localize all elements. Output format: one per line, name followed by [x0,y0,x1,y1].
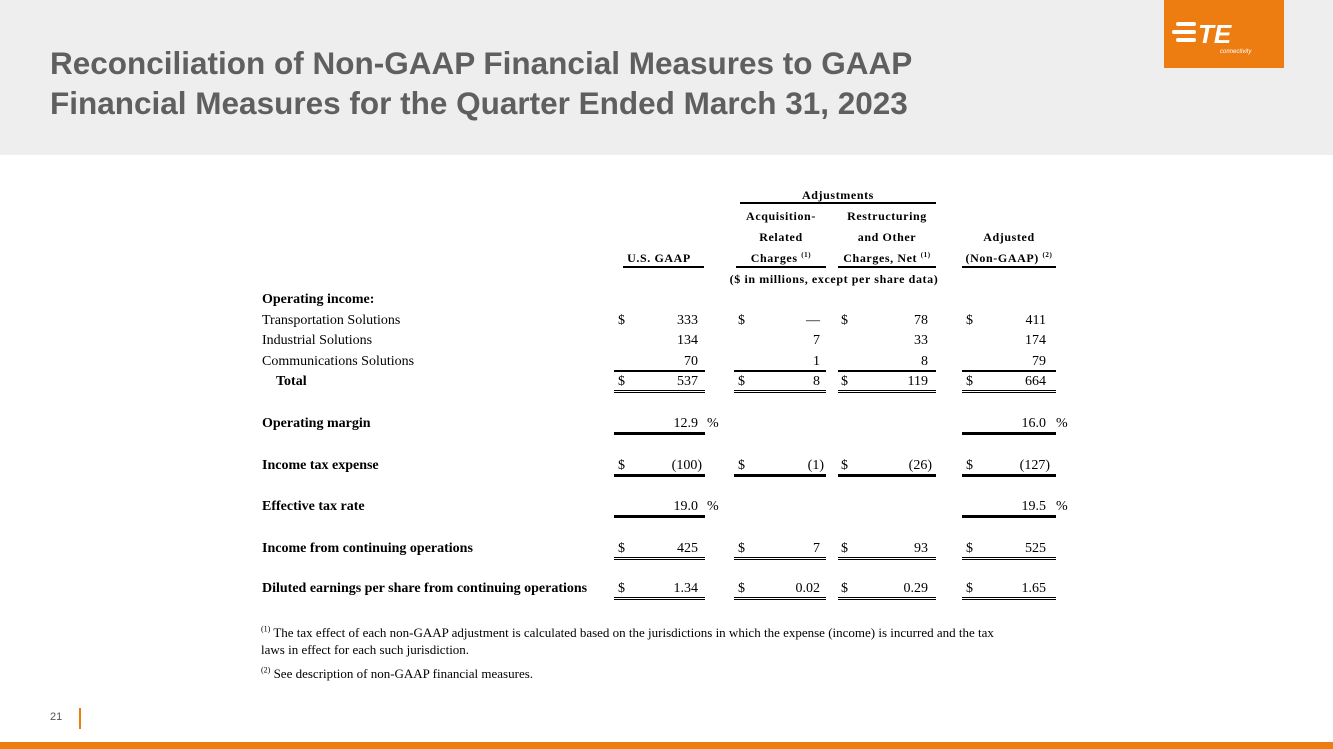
header-acq-line1: Acquisition- [746,209,816,223]
row-eff-tax-adj: 19.5 [1021,499,1046,514]
dollar-sign: $ [966,541,973,556]
subtotal-rule [734,370,826,372]
row-industrial-acq: 7 [813,333,820,348]
percent-sign: % [1056,416,1068,431]
row-cont-ops-acq: 7 [813,541,820,556]
dollar-sign: $ [618,313,625,328]
row-tax-expense-adj: (127) [1019,458,1050,473]
row-tax-expense-res: (26) [908,458,932,473]
dollar-sign: $ [618,374,625,389]
cont-ops-double-rule [838,557,936,560]
row-op-margin-label: Operating margin [262,416,371,431]
header-acq-rule [736,266,826,268]
total-double-rule [962,390,1056,393]
subtotal-rule [838,370,936,372]
row-total-res: 119 [907,374,928,389]
subtotal-rule [614,370,705,372]
dollar-sign: $ [841,458,848,473]
dollar-sign: $ [618,541,625,556]
svg-text:TE: TE [1198,19,1232,49]
eff-tax-rule [614,515,705,518]
row-eps-acq: 0.02 [795,581,820,596]
header-res-line2: and Other [857,230,917,244]
footnote-2 [261,665,533,682]
row-eps-adj: 1.65 [1021,581,1046,596]
header-acq-text: Charges [750,251,798,265]
row-total-label: Total [276,374,307,389]
row-industrial-label: Industrial Solutions [262,333,373,348]
header-res-sup: (1) [920,251,931,259]
percent-sign: % [707,499,719,514]
dollar-sign: $ [966,458,973,473]
header-adj-text: (Non-GAAP) [965,251,1039,265]
row-cont-ops-label: Income from continuing operations [262,541,473,556]
dollar-sign: $ [841,313,848,328]
header-acq-line3 [734,250,828,266]
row-cont-ops-gaap: 425 [677,541,698,556]
header-adj-rule [962,266,1056,268]
row-transportation-gaap: 333 [677,313,698,328]
footnote-2-text: See description of non-GAAP financial measures. [273,666,534,681]
row-transportation-label: Transportation Solutions [262,313,401,328]
row-eff-tax-gaap: 19.0 [673,499,698,514]
row-eff-tax-label: Effective tax rate [262,499,365,514]
row-total-adj: 664 [1025,374,1046,389]
footer-accent-bar [0,742,1333,749]
dollar-sign: $ [618,581,625,596]
total-double-rule [734,390,826,393]
footnote-1-text: The tax effect of each non-GAAP adjustment is calculated based on the jurisdictions in which the expense (income) is incurred and the tax [273,625,994,640]
svg-text:connectivity: connectivity [1220,49,1252,55]
header-adjustments: Adjustments [802,188,874,202]
dollar-sign: $ [841,541,848,556]
footnote-1-text-cont: laws in effect for each such jurisdiction. [261,642,470,657]
row-transportation-res: 78 [914,313,928,328]
footnote-1 [261,624,1061,658]
row-industrial-res: 33 [914,333,928,348]
header-adj-line2 [960,250,1058,266]
dollar-sign: $ [966,374,973,389]
eps-double-rule [614,597,705,600]
row-communications-res: 8 [921,354,928,369]
row-eps-label: Diluted earnings per share from continuing operations [262,581,588,596]
dollar-sign: $ [738,374,745,389]
row-cont-ops-adj: 525 [1025,541,1046,556]
header-units: ($ in millions, except per share data) [729,272,939,286]
dollar-sign: $ [738,541,745,556]
row-communications-gaap: 70 [684,354,698,369]
header-acq-line2: Related [759,230,803,244]
row-industrial-gaap: 134 [677,333,698,348]
row-total-acq: 8 [813,374,820,389]
row-tax-expense-gaap: (100) [671,458,702,473]
title-line-2: Financial Measures for the Quarter Ended March 31, 2023 [50,85,908,121]
row-op-margin-gaap: 12.9 [673,416,698,431]
tax-expense-rule [614,474,705,477]
row-op-margin-adj: 16.0 [1021,416,1046,431]
subtotal-rule [962,370,1056,372]
footnote-2-marker: (2) [261,665,271,675]
percent-sign: % [707,416,719,431]
cont-ops-double-rule [614,557,705,560]
header-res-rule [838,266,936,268]
row-total-gaap: 537 [677,374,698,389]
footnote-1-marker: (1) [261,624,271,634]
tax-expense-rule [962,474,1056,477]
header-res-line3 [838,250,936,266]
row-industrial-adj: 174 [1025,333,1046,348]
dollar-sign: $ [618,458,625,473]
eps-double-rule [734,597,826,600]
cont-ops-double-rule [962,557,1056,560]
op-margin-rule [614,432,705,435]
row-eps-gaap: 1.34 [673,581,698,596]
header-adj-line1: Adjusted [983,230,1035,244]
dollar-sign: $ [966,313,973,328]
total-double-rule [838,390,936,393]
cont-ops-double-rule [734,557,826,560]
row-transportation-acq: — [806,313,820,328]
dollar-sign: $ [738,458,745,473]
dollar-sign: $ [966,581,973,596]
header-adj-sup: (2) [1042,251,1053,259]
page-number-divider [79,708,81,729]
row-tax-expense-acq: (1) [807,458,824,473]
header-res-line1: Restructuring [847,209,927,223]
row-cont-ops-res: 93 [914,541,928,556]
dollar-sign: $ [841,374,848,389]
dollar-sign: $ [841,581,848,596]
header-adjustments-rule [740,202,936,204]
title-line-1: Reconciliation of Non-GAAP Financial Measures to GAAP [50,45,913,81]
row-eps-res: 0.29 [903,581,928,596]
row-communications-adj: 79 [1032,354,1046,369]
op-margin-rule [962,432,1056,435]
total-double-rule [614,390,705,393]
header-gaap-rule [623,266,704,268]
header-gaap: U.S. GAAP [627,251,691,265]
row-tax-expense-label: Income tax expense [262,458,379,473]
dollar-sign: $ [738,581,745,596]
header-res-text: Charges, Net [843,251,918,265]
row-communications-label: Communications Solutions [262,354,415,369]
dollar-sign: $ [738,313,745,328]
eps-double-rule [838,597,936,600]
section-operating-income: Operating income: [262,292,375,307]
tax-expense-rule [734,474,826,477]
tax-expense-rule [838,474,936,477]
page-number: 21 [50,711,63,723]
header-acq-sup: (1) [801,251,812,259]
eps-double-rule [962,597,1056,600]
row-communications-acq: 1 [813,354,820,369]
eff-tax-rule [962,515,1056,518]
percent-sign: % [1056,499,1068,514]
row-transportation-adj: 411 [1025,313,1046,328]
